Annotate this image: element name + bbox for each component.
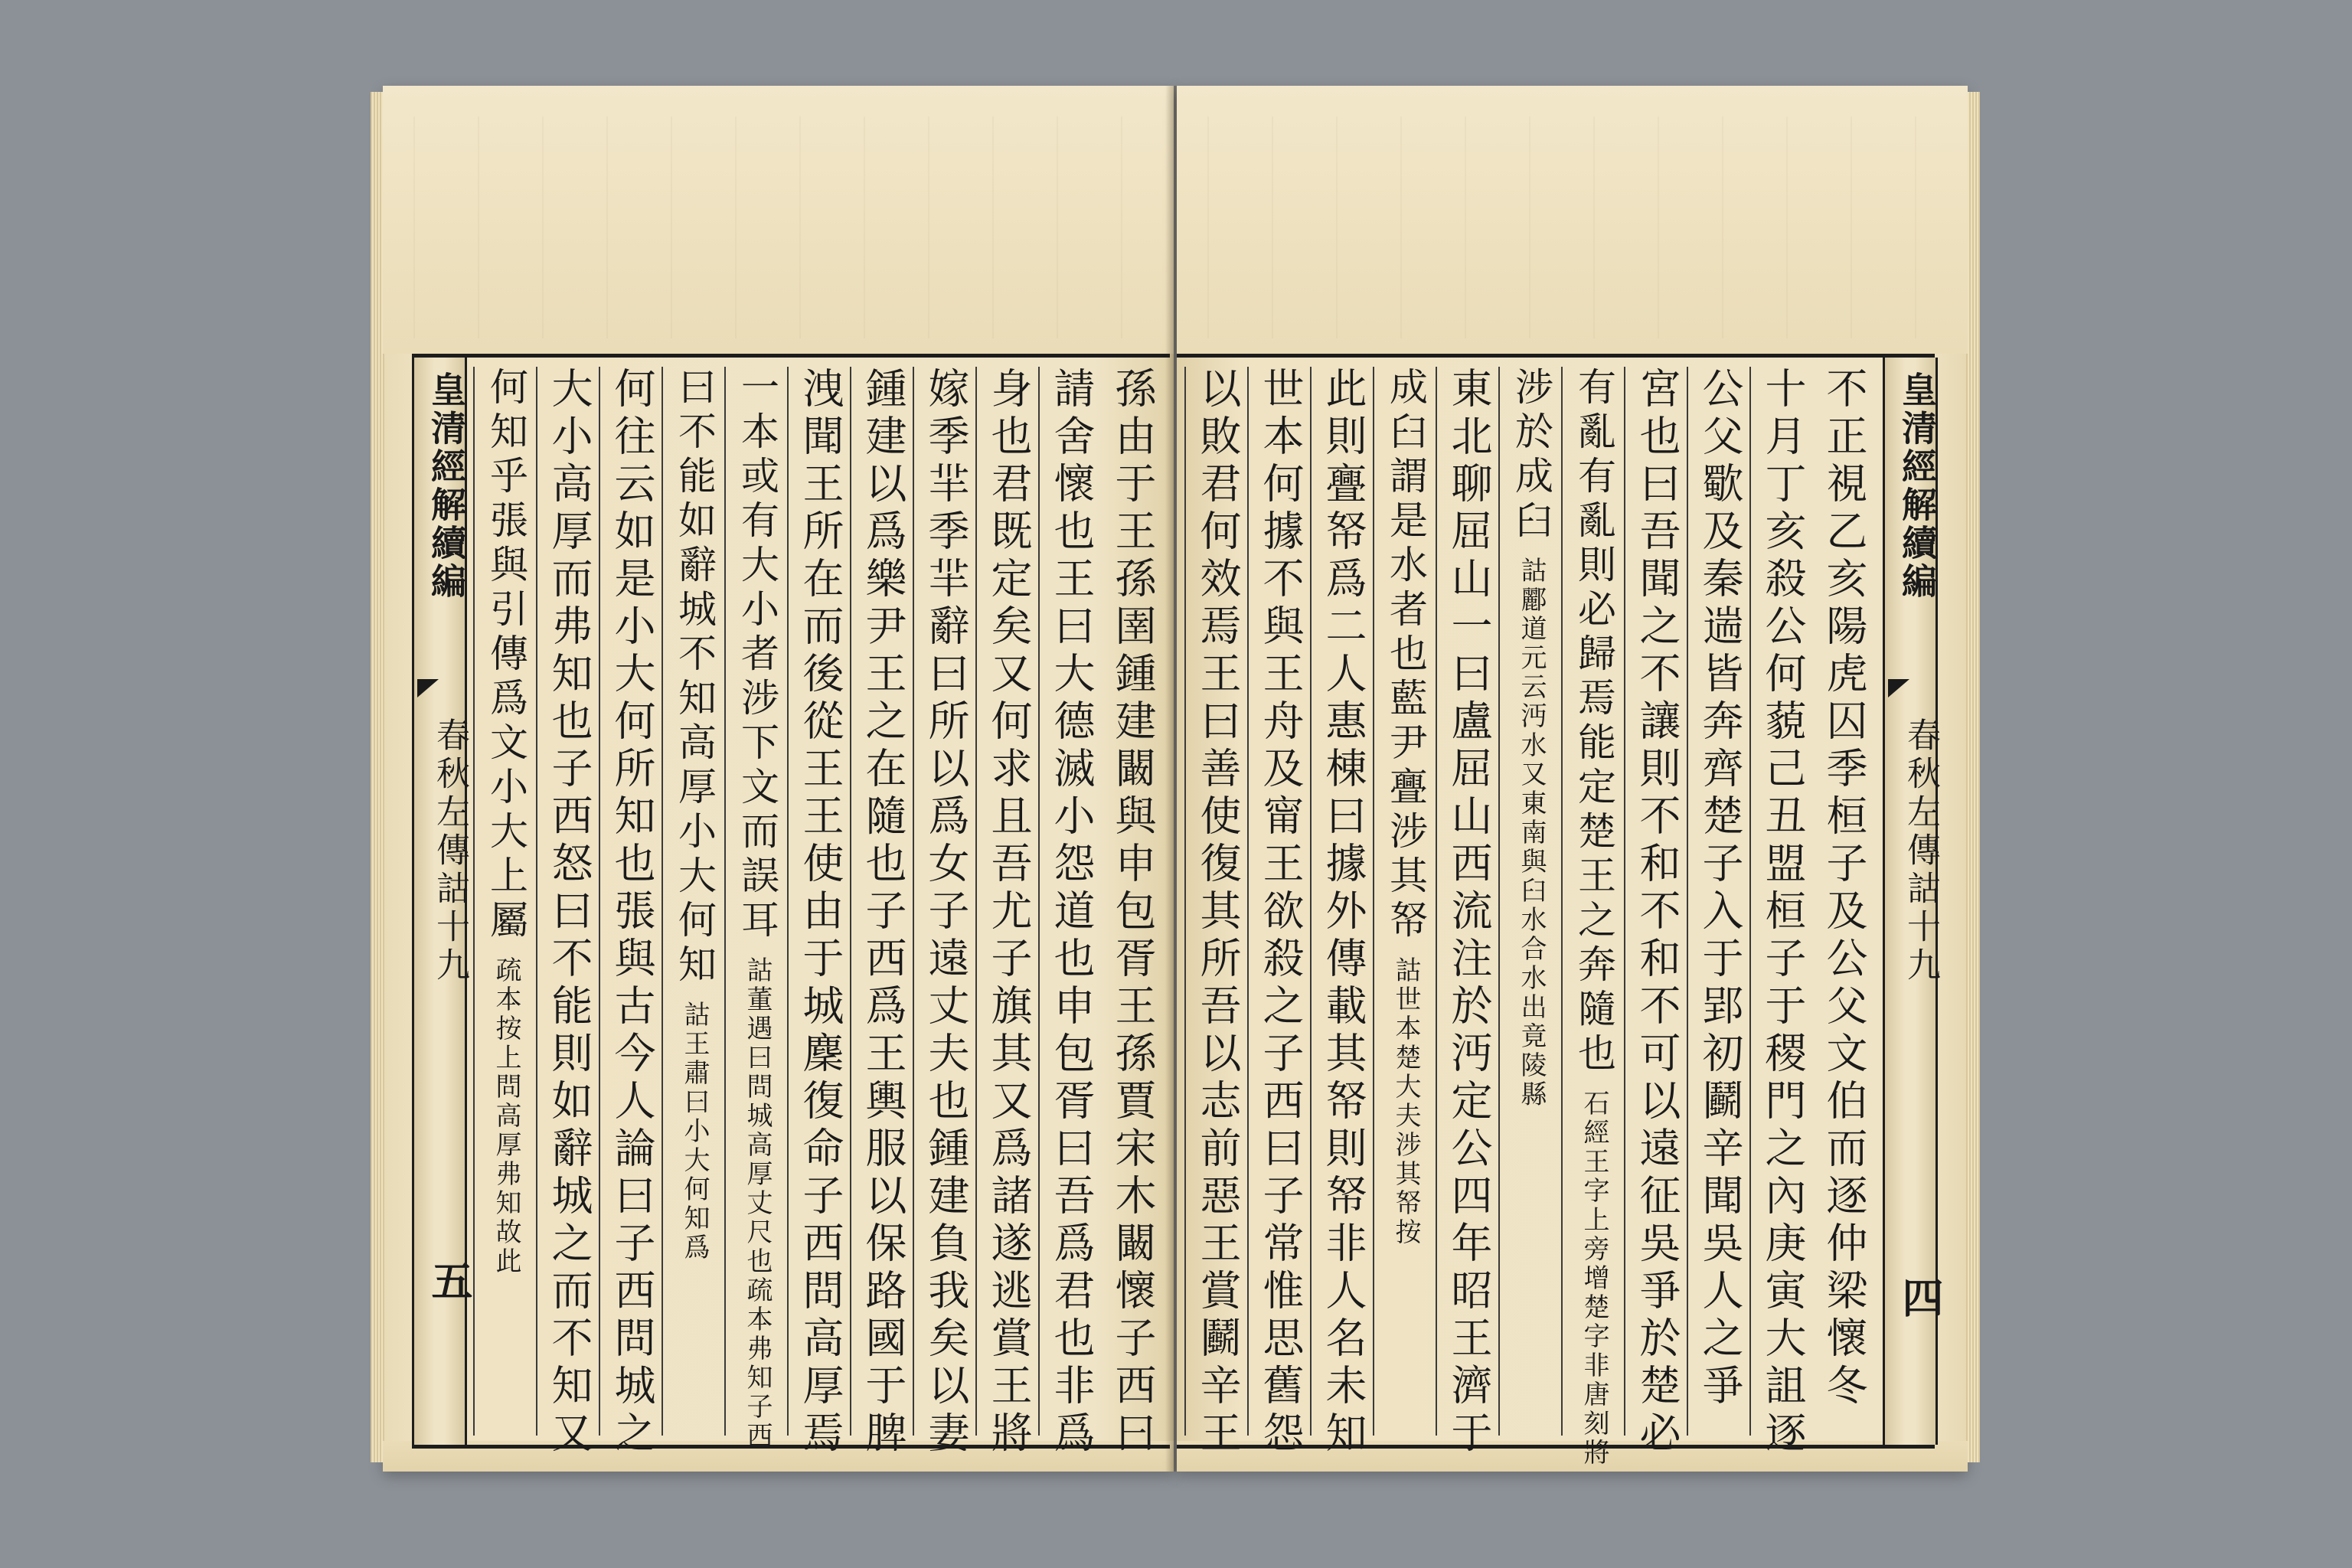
left-top-margin	[383, 86, 1174, 354]
right-folio: 四	[1896, 1276, 1945, 1324]
left-folio: 五	[425, 1259, 474, 1307]
right-page	[1177, 86, 1968, 1472]
text-column	[850, 367, 914, 1459]
text-column	[473, 367, 537, 1436]
column-text: 東北聊屈山一曰盧屈山西流注於沔定公四年昭王濟于	[1445, 367, 1493, 1459]
column-text: 世本何據不與王舟及甯王欲殺之子西曰子常惟思舊怨	[1256, 367, 1305, 1459]
left-page	[383, 86, 1174, 1472]
text-column	[1101, 367, 1164, 1459]
right-fore-edge	[1966, 92, 1980, 1462]
text-column	[536, 367, 600, 1459]
text-column	[787, 367, 851, 1459]
column-annotation	[680, 1001, 709, 1263]
annotation-text: 詁王肅曰小大何知爲	[679, 1001, 710, 1263]
right-text-frame	[1177, 354, 1945, 1468]
text-column	[724, 367, 789, 1451]
column-text: 鍾建以爲樂尹王之在隨也子西爲王輿服以保路國于脾	[859, 367, 907, 1459]
text-column	[1561, 367, 1625, 1468]
right-banxin	[1883, 358, 1945, 1445]
left-fish-tail-icon	[417, 679, 439, 697]
text-column	[1812, 367, 1875, 1436]
right-fish-tail-icon	[1888, 679, 1909, 697]
column-text: 十月丁亥殺公何藐己丑盟桓子于稷門之內庚寅大詛逐	[1759, 367, 1807, 1459]
text-column	[1687, 367, 1751, 1436]
column-text: 公父歜及秦遄皆奔齊楚子入于郢初鬬辛聞吳人之爭	[1696, 367, 1744, 1411]
column-text: 洩聞王所在而後從王王使由于城麇復命子西問高厚焉	[796, 367, 844, 1459]
annotation-text: 疏本按上問高厚弗知故此	[491, 956, 521, 1276]
right-banxin-title: 皇清經解續編	[1896, 371, 1938, 601]
column-text: 嫁季羋季羋辭曰所以爲女子遠丈夫也鍾建負我矣以妻	[922, 367, 970, 1459]
text-column	[1247, 367, 1312, 1459]
column-text: 以敗君何效焉王曰善使復其所吾以志前惡王賞鬬辛王	[1194, 367, 1242, 1459]
column-text: 此則亹帑爲二人惠棟曰據外傳載其帑則帑非人名未知	[1319, 367, 1367, 1459]
right-banxin-subtitle: 春秋左傳詁十九	[1901, 717, 1940, 985]
column-text: 請舍懷也王曰大德滅小怨道也申包胥曰吾爲君也非爲	[1047, 367, 1096, 1459]
text-column	[1184, 367, 1249, 1459]
column-text: 有亂有亂則必歸焉能定楚王之奔隨也	[1572, 367, 1616, 1077]
column-text: 孫由于王孫圉鍾建闞與申包胥王孫賈宋木闞懷子西曰	[1109, 367, 1157, 1459]
left-banxin-subtitle: 春秋左傳詁十九	[430, 717, 469, 985]
column-annotation	[743, 956, 772, 1451]
text-column	[1373, 367, 1437, 1436]
column-annotation	[492, 956, 521, 1276]
column-text: 成臼謂是水者也藍尹亹涉其帑	[1383, 367, 1428, 944]
column-text: 一本或有大小者涉下文而誤耳	[735, 367, 779, 944]
column-text: 曰不能如辭城不知高厚小大何知	[672, 367, 717, 988]
column-annotation	[1517, 557, 1546, 1109]
column-text: 大小高厚而弗知也子西怒曰不能則如辭城之而不知又	[545, 367, 593, 1459]
column-text: 身也君既定矣又何求且吾尤子旗其又爲諸遂逃賞王將	[985, 367, 1033, 1459]
column-text: 宮也曰吾聞之不讓則不和不和不可以遠征吳爭於楚必	[1633, 367, 1681, 1459]
left-banxin	[412, 358, 474, 1445]
text-column	[1498, 367, 1563, 1436]
column-text: 何往云如是小大何所知也張與古今人論曰子西問城之	[608, 367, 656, 1459]
open-book	[383, 86, 1968, 1472]
column-annotation	[1391, 956, 1420, 1247]
column-text: 涉於成臼	[1509, 367, 1553, 544]
left-text-frame	[412, 354, 1170, 1459]
text-column	[1038, 367, 1102, 1459]
annotation-text: 詁酈道元云沔水又東南與臼水合水出竟陵縣	[1516, 557, 1547, 1109]
text-column	[662, 367, 726, 1436]
left-banxin-title: 皇清經解續編	[426, 371, 467, 601]
text-column	[1624, 367, 1688, 1459]
text-column	[1436, 367, 1500, 1459]
text-column	[975, 367, 1040, 1459]
annotation-text: 詁董遇曰問城高厚丈尺也疏本弗知子西	[742, 956, 773, 1451]
right-top-margin	[1177, 86, 1968, 354]
annotation-text: 石經王字上旁增楚字非唐刻將	[1579, 1089, 1609, 1468]
text-column	[599, 367, 663, 1459]
column-text: 不正視乙亥陽虎囚季桓子及公父文伯而逐仲梁懷冬	[1820, 367, 1868, 1411]
column-text: 何知乎張與引傳爲文小大上屬	[484, 367, 528, 944]
text-column	[1749, 367, 1814, 1459]
annotation-text: 詁世本楚大夫涉其帑按	[1390, 956, 1421, 1247]
text-column	[1310, 367, 1374, 1459]
text-column	[913, 367, 977, 1459]
column-annotation	[1579, 1089, 1609, 1468]
